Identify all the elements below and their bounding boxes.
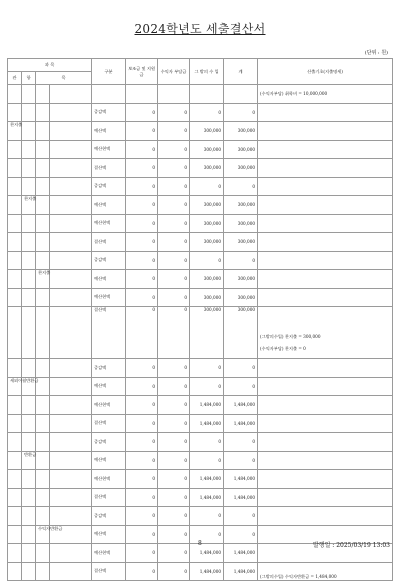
other-income-value: 300,000 [190, 140, 224, 159]
total-value: 0 [224, 103, 258, 122]
basis-note: (수익자부담) 찬지출 = 0 [260, 346, 306, 351]
subject-cell [36, 177, 50, 196]
subject-cell [8, 159, 22, 178]
unit-label: (단위 : 원) [364, 50, 388, 56]
subsidy-value: 0 [126, 488, 158, 507]
table-row [8, 196, 393, 215]
subject-cell [36, 507, 50, 526]
row-type [92, 85, 126, 104]
subject-cell [36, 85, 50, 104]
subject-cell [22, 525, 36, 544]
total-value: 300,000 [224, 196, 258, 215]
table-row [8, 122, 393, 141]
subject-cell [22, 177, 36, 196]
subject-cell [36, 159, 50, 178]
total-value: 300,000 [224, 140, 258, 159]
subject-cell [50, 177, 92, 196]
row-type: 예산현액 [92, 288, 126, 307]
basis-cell [258, 233, 393, 252]
subsidy-value [126, 85, 158, 104]
total-value: 300,000 [224, 288, 258, 307]
basis-cell [258, 396, 393, 415]
header-total: 계 [224, 59, 258, 85]
basis-note: (그밖의수입) 찬지출 = 300,000 [260, 334, 321, 339]
table-row [8, 233, 393, 252]
total-value: 1,484,000 [224, 562, 258, 581]
row-type: 결산액 [92, 562, 126, 581]
beneficiary-value: 0 [158, 307, 190, 359]
total-value: 1,484,000 [224, 470, 258, 489]
other-income-value: 0 [190, 103, 224, 122]
table-row [8, 140, 393, 159]
subject-cell [22, 414, 36, 433]
row-type: 증감액 [92, 103, 126, 122]
subsidy-value: 0 [126, 122, 158, 141]
total-value: 300,000 [224, 159, 258, 178]
subject-cell [8, 451, 22, 470]
table-row [8, 433, 393, 452]
subject-name: 세외이월반환금 [8, 377, 22, 396]
subject-cell [50, 307, 92, 359]
beneficiary-value: 0 [158, 196, 190, 215]
subject-cell [8, 103, 22, 122]
subsidy-value: 0 [126, 288, 158, 307]
row-type: 예산액 [92, 525, 126, 544]
row-type: 예산액 [92, 270, 126, 289]
total-value: 300,000 [224, 270, 258, 289]
basis-cell: (수익자부담) 취학비 = 10,000,000 [258, 85, 393, 104]
basis-cell [258, 488, 393, 507]
subject-cell [50, 122, 92, 141]
subject-cell [8, 214, 22, 233]
row-type: 예산현액 [92, 544, 126, 563]
header-beneficiary: 수익자 부담금 [158, 59, 190, 85]
header-other-income: 그 밖의 수 입 [190, 59, 224, 85]
basis-cell [258, 288, 393, 307]
total-value: 0 [224, 359, 258, 378]
beneficiary-value: 0 [158, 377, 190, 396]
other-income-value: 1,484,000 [190, 544, 224, 563]
row-type: 결산액 [92, 488, 126, 507]
row-type: 예산액 [92, 122, 126, 141]
row-type: 결산액 [92, 233, 126, 252]
other-income-value: 0 [190, 451, 224, 470]
beneficiary-value [158, 85, 190, 104]
subject-cell [22, 122, 36, 141]
subject-cell [50, 140, 92, 159]
subject-cell [22, 433, 36, 452]
subject-name: 찬지출 [22, 196, 36, 215]
basis-cell [258, 122, 393, 141]
table-row [8, 177, 393, 196]
table-row [8, 396, 393, 415]
subsidy-value: 0 [126, 544, 158, 563]
other-income-value: 0 [190, 359, 224, 378]
subject-cell [50, 251, 92, 270]
table-row [8, 307, 393, 359]
subject-cell [8, 85, 22, 104]
other-income-value: 0 [190, 177, 224, 196]
beneficiary-value: 0 [158, 159, 190, 178]
basis-cell [258, 377, 393, 396]
subject-cell [50, 359, 92, 378]
subject-cell [22, 85, 36, 104]
beneficiary-value: 0 [158, 525, 190, 544]
basis-cell [258, 103, 393, 122]
subsidy-value: 0 [126, 270, 158, 289]
basis-cell [258, 470, 393, 489]
row-type: 증감액 [92, 177, 126, 196]
subsidy-value: 0 [126, 233, 158, 252]
issued-date: 발행일 : 2025/03/19 13:03 [312, 542, 390, 549]
row-type: 예산액 [92, 377, 126, 396]
subject-cell [50, 103, 92, 122]
subsidy-value: 0 [126, 377, 158, 396]
beneficiary-value: 0 [158, 414, 190, 433]
subject-cell [8, 251, 22, 270]
beneficiary-value: 0 [158, 288, 190, 307]
subsidy-value: 0 [126, 103, 158, 122]
subject-cell [22, 307, 36, 359]
subject-cell [8, 140, 22, 159]
subject-cell [36, 288, 50, 307]
subject-cell [8, 288, 22, 307]
subsidy-value: 0 [126, 433, 158, 452]
subject-name: 찬지출 [36, 270, 50, 289]
total-value [224, 85, 258, 104]
other-income-value: 1,484,000 [190, 562, 224, 581]
other-income-value [190, 85, 224, 104]
subject-cell [36, 140, 50, 159]
table-row [8, 414, 393, 433]
header-hang: 항 [22, 72, 36, 85]
subject-cell [8, 507, 22, 526]
beneficiary-value: 0 [158, 507, 190, 526]
subject-name: 수익자반환금 [36, 525, 50, 544]
subject-cell [36, 251, 50, 270]
row-type: 예산현액 [92, 396, 126, 415]
table-row [8, 85, 393, 104]
subject-cell [50, 507, 92, 526]
row-type: 증감액 [92, 507, 126, 526]
subject-cell [8, 177, 22, 196]
subject-cell [8, 359, 22, 378]
subsidy-value: 0 [126, 140, 158, 159]
table-row [8, 270, 393, 289]
header-gwan: 관 [8, 72, 22, 85]
subject-cell [50, 377, 92, 396]
subject-cell [8, 544, 22, 563]
subject-cell [36, 488, 50, 507]
header-subsidy: 보조금 및 지원금 [126, 59, 158, 85]
beneficiary-value: 0 [158, 103, 190, 122]
expenditure-table [7, 58, 393, 581]
header-basis: 산출기초(지출명세) [258, 59, 393, 85]
subject-cell [36, 359, 50, 378]
subject-cell [22, 103, 36, 122]
table-row [8, 251, 393, 270]
subject-cell [36, 396, 50, 415]
beneficiary-value: 0 [158, 233, 190, 252]
other-income-value: 300,000 [190, 159, 224, 178]
other-income-value: 1,484,000 [190, 470, 224, 489]
subject-cell [8, 307, 22, 359]
other-income-value: 1,484,000 [190, 414, 224, 433]
subject-cell [8, 525, 22, 544]
subject-cell [50, 270, 92, 289]
basis-cell [258, 214, 393, 233]
subject-cell [36, 233, 50, 252]
basis-cell [258, 177, 393, 196]
basis-cell [258, 414, 393, 433]
basis-cell [258, 251, 393, 270]
subject-cell [36, 470, 50, 489]
subject-cell [36, 451, 50, 470]
subject-cell [8, 233, 22, 252]
row-type: 예산현액 [92, 140, 126, 159]
total-value: 1,484,000 [224, 544, 258, 563]
subject-cell [50, 159, 92, 178]
row-type: 증감액 [92, 359, 126, 378]
table-row [8, 507, 393, 526]
other-income-value: 0 [190, 507, 224, 526]
subject-cell [36, 433, 50, 452]
document-title: 2024학년도 세출결산서 [134, 22, 266, 36]
basis-cell [258, 270, 393, 289]
row-type: 결산액 [92, 307, 126, 359]
row-type: 결산액 [92, 414, 126, 433]
row-type: 예산현액 [92, 214, 126, 233]
subject-cell [50, 233, 92, 252]
subject-cell [50, 544, 92, 563]
other-income-value: 300,000 [190, 196, 224, 215]
basis-cell [258, 140, 393, 159]
subsidy-value: 0 [126, 359, 158, 378]
basis-cell [258, 507, 393, 526]
beneficiary-value: 0 [158, 544, 190, 563]
other-income-value: 300,000 [190, 288, 224, 307]
beneficiary-value: 0 [158, 488, 190, 507]
beneficiary-value: 0 [158, 562, 190, 581]
subject-cell [36, 307, 50, 359]
total-value: 300,000 [224, 214, 258, 233]
subject-cell [36, 196, 50, 215]
subject-cell [36, 214, 50, 233]
subsidy-value: 0 [126, 214, 158, 233]
other-income-value: 300,000 [190, 233, 224, 252]
table-row [8, 359, 393, 378]
table-row [8, 377, 393, 396]
total-value: 1,484,000 [224, 488, 258, 507]
subject-name: 반환금 [22, 451, 36, 470]
subject-cell [8, 488, 22, 507]
subsidy-value: 0 [126, 307, 158, 359]
subject-cell [8, 196, 22, 215]
subject-cell [36, 122, 50, 141]
subject-cell [22, 233, 36, 252]
basis-cell [258, 307, 393, 359]
subsidy-value: 0 [126, 414, 158, 433]
subject-name: 찬지출 [8, 122, 22, 141]
subject-cell [22, 470, 36, 489]
other-income-value: 1,484,000 [190, 396, 224, 415]
subject-cell [22, 214, 36, 233]
subsidy-value: 0 [126, 451, 158, 470]
subject-cell [50, 433, 92, 452]
subject-cell [22, 488, 36, 507]
subsidy-value: 0 [126, 177, 158, 196]
subsidy-value: 0 [126, 159, 158, 178]
subsidy-value: 0 [126, 470, 158, 489]
beneficiary-value: 0 [158, 470, 190, 489]
beneficiary-value: 0 [158, 433, 190, 452]
other-income-value: 0 [190, 377, 224, 396]
table-row [8, 470, 393, 489]
subject-cell [50, 396, 92, 415]
subject-cell [22, 251, 36, 270]
row-type: 예산액 [92, 451, 126, 470]
row-type: 예산액 [92, 196, 126, 215]
total-value: 300,000 [224, 122, 258, 141]
table-row [8, 214, 393, 233]
header-mok: 목 [36, 72, 92, 85]
other-income-value: 300,000 [190, 270, 224, 289]
subject-cell [8, 470, 22, 489]
subsidy-value: 0 [126, 525, 158, 544]
subject-cell [36, 103, 50, 122]
table-row [8, 451, 393, 470]
other-income-value: 0 [190, 433, 224, 452]
subject-cell [8, 396, 22, 415]
subject-cell [50, 85, 92, 104]
beneficiary-value: 0 [158, 122, 190, 141]
other-income-value: 1,484,000 [190, 488, 224, 507]
beneficiary-value: 0 [158, 177, 190, 196]
subject-cell [50, 414, 92, 433]
other-income-value: 300,000 [190, 214, 224, 233]
beneficiary-value: 0 [158, 251, 190, 270]
row-type: 증감액 [92, 433, 126, 452]
basis-cell [258, 359, 393, 378]
beneficiary-value: 0 [158, 270, 190, 289]
basis-cell: (그밖의수입) 수익자반환금 = 1,484,000 [258, 562, 393, 581]
total-value: 300,000 [224, 233, 258, 252]
row-type: 결산액 [92, 159, 126, 178]
row-type: 예산현액 [92, 470, 126, 489]
other-income-value: 300,000 [190, 307, 224, 359]
table-row [8, 488, 393, 507]
basis-cell [258, 433, 393, 452]
subject-cell [22, 359, 36, 378]
total-value: 0 [224, 251, 258, 270]
subject-cell [50, 214, 92, 233]
beneficiary-value: 0 [158, 214, 190, 233]
row-type: 증감액 [92, 251, 126, 270]
beneficiary-value: 0 [158, 451, 190, 470]
beneficiary-value: 0 [158, 359, 190, 378]
subject-cell [8, 433, 22, 452]
subject-cell [50, 451, 92, 470]
header-subject: 과 목 [8, 59, 92, 72]
total-value: 1,484,000 [224, 396, 258, 415]
header-category: 구분 [92, 59, 126, 85]
beneficiary-value: 0 [158, 140, 190, 159]
subject-cell [22, 159, 36, 178]
beneficiary-value: 0 [158, 396, 190, 415]
basis-cell [258, 196, 393, 215]
subject-cell [22, 507, 36, 526]
other-income-value: 0 [190, 251, 224, 270]
subject-cell [36, 544, 50, 563]
subject-cell [8, 270, 22, 289]
subject-cell [50, 488, 92, 507]
subsidy-value: 0 [126, 396, 158, 415]
subsidy-value: 0 [126, 507, 158, 526]
total-value: 0 [224, 377, 258, 396]
subject-cell [22, 270, 36, 289]
subject-cell [8, 414, 22, 433]
table-row [8, 159, 393, 178]
page-number: 8 [198, 540, 202, 547]
total-value: 0 [224, 433, 258, 452]
subject-cell [50, 196, 92, 215]
other-income-value: 0 [190, 525, 224, 544]
total-value: 300,000 [224, 307, 258, 359]
basis-cell [258, 159, 393, 178]
total-value: 0 [224, 451, 258, 470]
total-value: 1,484,000 [224, 414, 258, 433]
other-income-value: 300,000 [190, 122, 224, 141]
subject-cell [22, 140, 36, 159]
table-row [8, 288, 393, 307]
total-value: 0 [224, 177, 258, 196]
subsidy-value: 0 [126, 196, 158, 215]
basis-cell [258, 451, 393, 470]
total-value: 0 [224, 525, 258, 544]
subject-cell [50, 288, 92, 307]
subject-cell [50, 470, 92, 489]
table-row [8, 103, 393, 122]
subsidy-value: 0 [126, 251, 158, 270]
table-body [8, 85, 393, 581]
subject-cell [36, 414, 50, 433]
subsidy-value: 0 [126, 562, 158, 581]
subject-cell [22, 544, 36, 563]
subject-cell [22, 288, 36, 307]
subject-cell [22, 396, 36, 415]
total-value: 0 [224, 507, 258, 526]
